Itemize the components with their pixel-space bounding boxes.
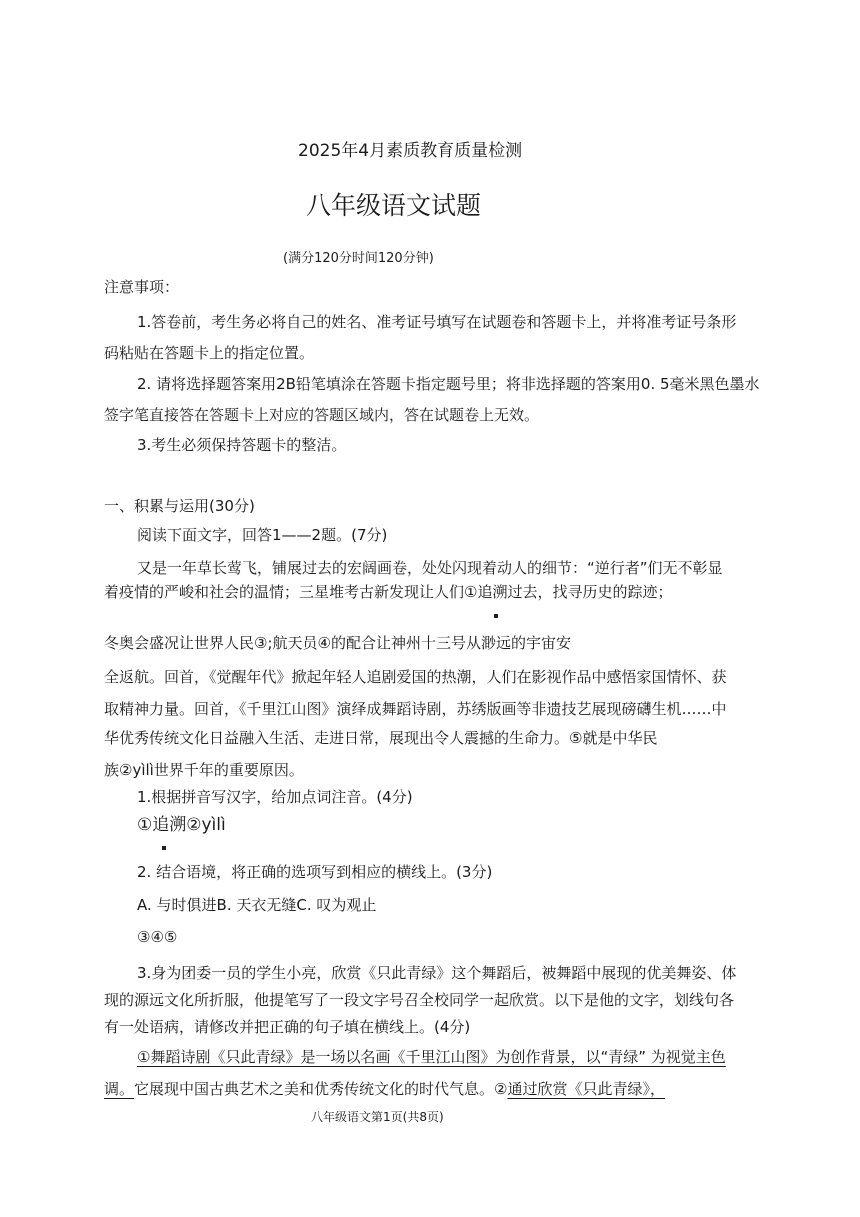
emphasis-dot: [162, 846, 166, 850]
question-1-prompt: 1.根据拼音写汉字，给加点词注音。(4分): [137, 788, 413, 806]
passage-line: 冬奥会盛况让世界人民③;航天员④的配合让神州十三号从渺远的宇宙安: [104, 634, 571, 652]
question-1-items: ①追溯②yìlì: [137, 815, 226, 835]
question-3-prompt-line-1: 3.身为团委一员的学生小亮，欣赏《只此青绿》这个舞蹈后，被舞蹈中展现的优美舞姿、体: [137, 964, 737, 982]
notice-item-2-line-2: 签字笔直接答在答题卡上对应的答题区域内，答在试题卷上无效。: [104, 406, 540, 424]
passage-line: 又是一年草长莺飞，铺展过去的宏阔画卷，处处闪现着动人的细节：“逆行者”们无不彰显: [137, 559, 723, 577]
score-info: (满分120分时间120分钟): [283, 251, 434, 266]
notice-item-3: 3.考生必须保持答题卡的整洁。: [137, 436, 347, 454]
sentence-1-continuation: [104, 1078, 665, 1099]
passage-line: 族②yìlì世界千年的重要原因。: [104, 761, 304, 779]
question-3-prompt-line-3: 有一处语病，请修改并把正确的句子填在横线上。(4分): [104, 1018, 471, 1036]
question-2-prompt: 2. 结合语境，将正确的选项写到相应的横线上。(3分): [137, 863, 493, 881]
page-footer: 八年级语文第1页(共8页): [311, 1110, 444, 1124]
passage-line: 取精神力量。回首，《千里江山图》演绎成舞蹈诗剧，苏绣版画等非遗技艺展现磅礴生机……中: [104, 700, 727, 718]
emphasis-dot: [494, 614, 498, 618]
underlined-sentence-1: ①舞蹈诗剧《只此青绿》是一场以名画《千里江山图》为创作背景，以“青绿” 为视觉主色: [137, 1048, 726, 1066]
exam-title: 2025年4月素质教育质量检测: [298, 141, 523, 161]
passage-line: 着疫情的严峻和社会的温情；三星堆考古新发现让人们①追溯过去，找寻历史的踪迹；: [104, 583, 673, 601]
passage-line: 全返航。回首，《觉醒年代》掀起年轻人追剧爱国的热潮，人们在影视作品中感悟家国情怀、获: [104, 668, 727, 686]
notice-heading: 注意事项：: [104, 278, 180, 296]
notice-item-2-line-1: 2. 请将选择题答案用2B铅笔填涂在答题卡指定题号里；将非选择题的答案用0. 5毫米黑色墨水: [137, 375, 760, 393]
passage-line: 华优秀传统文化日益融入生活、走进日常，展现出令人震撼的生命力。⑤就是中华民: [104, 729, 658, 747]
section-heading: 一、积累与运用(30分): [104, 497, 255, 515]
subject-title: 八年级语文试题: [306, 191, 482, 220]
section-intro: 阅读下面文字，回答1——2题。(7分): [137, 526, 388, 544]
sentence-rest: 它展现中国古典艺术之美和优秀传统文化的时代气息。②: [134, 1080, 508, 1098]
question-2-blanks: ③④⑤: [137, 928, 178, 946]
underlined-sentence-2: 通过欣赏《只此青绿》，: [507, 1080, 665, 1098]
notice-item-1-line-2: 码粘贴在答题卡上的指定位置。: [104, 344, 315, 362]
question-3-prompt-line-2: 现的源远文化所折服，他提笔写了一段文字号召全校同学一起欣赏。以下是他的文字，划线句各: [104, 991, 735, 1009]
notice-item-1-line-1: 1.答卷前，考生务必将自己的姓名、准考证号填写在试题卷和答题卡上，并将准考证号条形: [137, 313, 737, 331]
underlined-sentence-1-end: 调。: [104, 1080, 135, 1098]
question-2-options: A. 与时俱进B. 天衣无缝C. 叹为观止: [137, 896, 377, 914]
